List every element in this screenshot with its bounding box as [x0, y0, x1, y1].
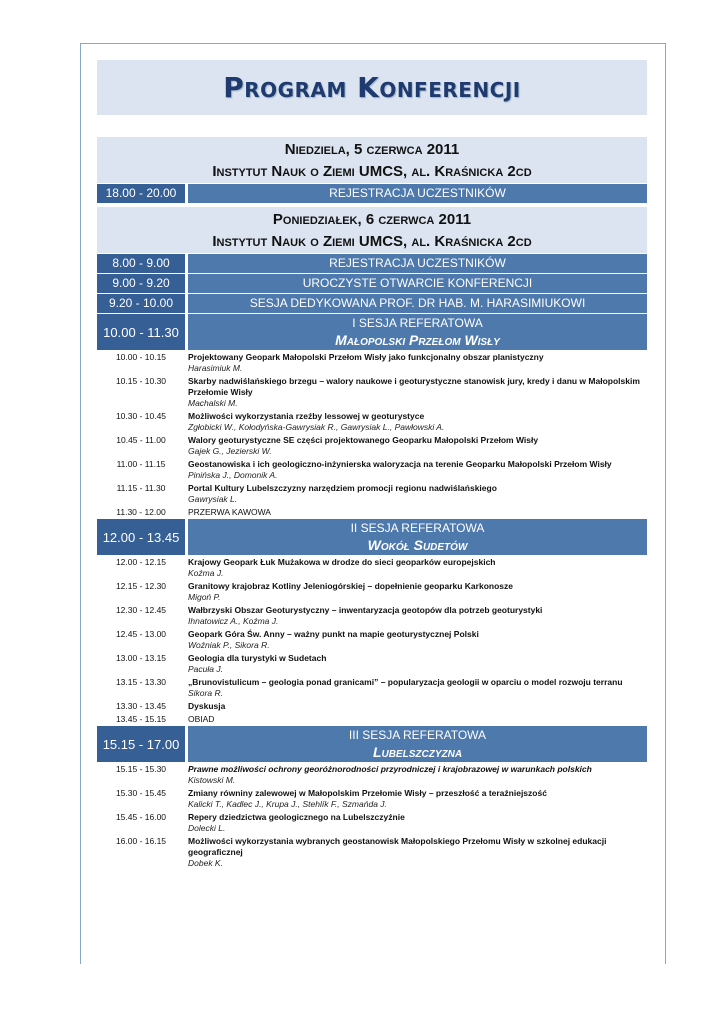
break-row: [97, 505, 647, 518]
talk-title: Wałbrzyski Obszar Geoturystyczny – inwentaryzacja geotopów dla potrzeb geoturystyki: [188, 605, 543, 615]
session-header: [97, 519, 647, 555]
session-time: 15.15 - 17.00: [97, 726, 185, 762]
break-row: [97, 712, 647, 725]
talk-row: [97, 409, 647, 433]
talk-time: 11.30 - 12.00: [116, 507, 166, 517]
talk-authors: Sikora R.: [188, 688, 223, 698]
session-time: 10.00 - 11.30: [97, 314, 185, 350]
day-date: Niedziela, 5 czerwca 2011: [284, 141, 460, 158]
program-document: [97, 60, 647, 869]
day-venue: Instytut Nauk o Ziemi UMCS, al. Kraśnicka 2cd: [212, 163, 532, 180]
talk-title: Możliwości wykorzystania rzeźby lessowej w geoturystyce: [188, 411, 425, 421]
session-number: III SESJA REFERATOWA: [348, 728, 487, 742]
session-header: [97, 314, 647, 350]
session-name: Małopolski Przełom Wisły: [335, 332, 500, 348]
session-block: [97, 314, 647, 518]
session-number: II SESJA REFERATOWA: [350, 521, 485, 535]
talk-title: Portal Kultury Lubelszczyzny narzędziem promocji regionu nadwiślańskiego: [188, 483, 497, 493]
session-name: Wokół Sudetów: [367, 537, 468, 553]
talk-title: Geopark Góra Św. Anny – ważny punkt na mapie geoturystycznej Polski: [188, 629, 479, 639]
talk-row: [97, 627, 647, 651]
row-time: 8.00 - 9.00: [97, 254, 185, 273]
page-title: Program Konferencji: [223, 71, 521, 104]
schedule-row: [97, 274, 647, 293]
title-banner: [97, 60, 647, 115]
sessions-list: [97, 314, 647, 869]
day-venue: Instytut Nauk o Ziemi UMCS, al. Kraśnicka 2cd: [212, 233, 532, 250]
row-time: 9.20 - 10.00: [97, 294, 185, 313]
talk-row: [97, 651, 647, 675]
talk-authors: Pacuła J.: [188, 664, 223, 674]
talk-authors: Koźma J.: [188, 568, 224, 578]
talk-authors: Pinińska J., Domonik A.: [188, 470, 278, 480]
talk-row: [97, 374, 647, 409]
talk-row: [97, 555, 647, 579]
talk-authors: Kalicki T., Kadlec J., Krupa J., Stehlík F., Szmańda J.: [188, 799, 387, 809]
talk-time: 13.45 - 15.15: [115, 714, 167, 724]
talk-time: 15.45 - 16.00: [115, 812, 167, 822]
talk-title: Walory geoturystyczne SE części projektowanego Geoparku Małopolski Przełom Wisły: [188, 435, 539, 445]
talk-time: 11.00 - 11.15: [116, 459, 166, 469]
day-header-sunday: [97, 137, 647, 183]
talk-authors: Gawrysiak L.: [188, 494, 238, 504]
row-time: 9.00 - 9.20: [97, 274, 185, 293]
talk-title: Możliwości wykorzystania wybranych geostanowisk Małopolskiego Przełomu Wisły w szkolnej edukacji geograficznej: [188, 836, 607, 857]
talk-row: [97, 675, 647, 699]
talk-row: [97, 810, 647, 834]
talk-row: [97, 579, 647, 603]
talk-time: 10.45 - 11.00: [116, 435, 166, 445]
talk-row: [97, 699, 647, 712]
session-block: [97, 726, 647, 869]
talk-time: 10.15 - 10.30: [115, 376, 167, 386]
talk-time: 11.15 - 11.30: [116, 483, 166, 493]
talk-title: Repery dziedzictwa geologicznego na Lubelszczyźnie: [188, 812, 405, 822]
talk-time: 13.00 - 13.15: [115, 653, 167, 663]
talk-time: 10.30 - 10.45: [115, 411, 167, 421]
session-label-box: [188, 519, 647, 555]
break-label: PRZERWA KAWOWA: [188, 507, 271, 517]
session-name: Lubelszczyzna: [372, 744, 463, 760]
talk-time: 12.45 - 13.00: [115, 629, 167, 639]
talk-title: Prawne możliwości ochrony georóżnorodności przyrodniczej i krajobrazowej w warunkach polskich: [188, 764, 592, 774]
schedule-row: [97, 294, 647, 313]
session-header: [97, 726, 647, 762]
talk-title: Granitowy krajobraz Kotliny Jeleniogórskiej – dopełnienie geoparku Karkonosze: [188, 581, 513, 591]
day-header-monday: [97, 207, 647, 253]
talk-time: 12.00 - 12.15: [115, 557, 167, 567]
talk-time: 12.30 - 12.45: [115, 605, 167, 615]
schedule-row: [97, 184, 647, 203]
talk-authors: Dobek K.: [188, 858, 223, 868]
talk-authors: Woźniak P., Sikora R.: [188, 640, 270, 650]
talk-authors: Harasimiuk M.: [188, 363, 243, 373]
schedule-row: [97, 254, 647, 273]
row-label: REJESTRACJA UCZESTNIKÓW: [188, 254, 647, 273]
session-label-box: [188, 726, 647, 762]
talk-authors: Machalski M.: [188, 398, 238, 408]
talk-authors: Kistowski M.: [188, 775, 236, 785]
row-label: REJESTRACJA UCZESTNIKÓW: [188, 184, 647, 203]
talk-title: Projektowany Geopark Małopolski Przełom Wisły jako funkcjonalny obszar planistyczny: [188, 352, 544, 362]
talk-title: Zmiany równiny zalewowej w Małopolskim Przełomie Wisły – przeszłość a teraźniejszość: [188, 788, 547, 798]
break-label: OBIAD: [188, 714, 215, 724]
talk-row: [97, 350, 647, 374]
talk-row: [97, 786, 647, 810]
session-time: 12.00 - 13.45: [97, 519, 185, 555]
talk-time: 13.30 - 13.45: [115, 701, 167, 711]
row-time: 18.00 - 20.00: [97, 184, 185, 203]
talk-row: [97, 481, 647, 505]
session-block: [97, 519, 647, 725]
day-date: Poniedziałek, 6 czerwca 2011: [272, 211, 472, 228]
talk-title: Skarby nadwiślańskiego brzegu – walory naukowe i geoturystyczne stanowisk jury, kredy i danu w Małopolskim Przełomie Wisły: [188, 376, 640, 397]
talk-row: [97, 834, 647, 869]
session-label-box: [188, 314, 647, 350]
talk-row: [97, 457, 647, 481]
talk-authors: Ihnatowicz A., Koźma J.: [188, 616, 279, 626]
talk-time: 13.15 - 13.30: [115, 677, 167, 687]
talk-authors: Dolecki L.: [188, 823, 226, 833]
talk-authors: Zgłobicki W., Kołodyńska-Gawrysiak R., Gawrysiak L., Pawłowski A.: [188, 422, 445, 432]
talk-title: Geostanowiska i ich geologiczno-inżynierska waloryzacja na terenie Geoparku Małopolski Przełom Wisły: [188, 459, 612, 469]
talk-title: Krajowy Geopark Łuk Mużakowa w drodze do sieci geoparków europejskich: [188, 557, 496, 567]
row-label: UROCZYSTE OTWARCIE KONFERENCJI: [188, 274, 647, 293]
talk-title: Dyskusja: [188, 701, 226, 711]
talk-time: 16.00 - 16.15: [115, 836, 167, 846]
talk-row: [97, 762, 647, 786]
talk-authors: Migoń P.: [188, 592, 221, 602]
session-number: I SESJA REFERATOWA: [352, 316, 483, 330]
talk-row: [97, 603, 647, 627]
talk-authors: Gajek G., Jezierski W.: [188, 446, 272, 456]
talk-time: 10.00 - 10.15: [115, 352, 167, 362]
talk-title: Geologia dla turystyki w Sudetach: [188, 653, 327, 663]
talk-time: 15.15 - 15.30: [115, 764, 167, 774]
talk-row: [97, 433, 647, 457]
talk-time: 12.15 - 12.30: [115, 581, 167, 591]
talk-title: „Brunovistulicum – geologia ponad granicami” – popularyzacja geologii w oparciu o model rozwoju terranu: [188, 677, 623, 687]
row-label: SESJA DEDYKOWANA PROF. DR HAB. M. HARASIMIUKOWI: [188, 294, 647, 313]
talk-time: 15.30 - 15.45: [115, 788, 167, 798]
